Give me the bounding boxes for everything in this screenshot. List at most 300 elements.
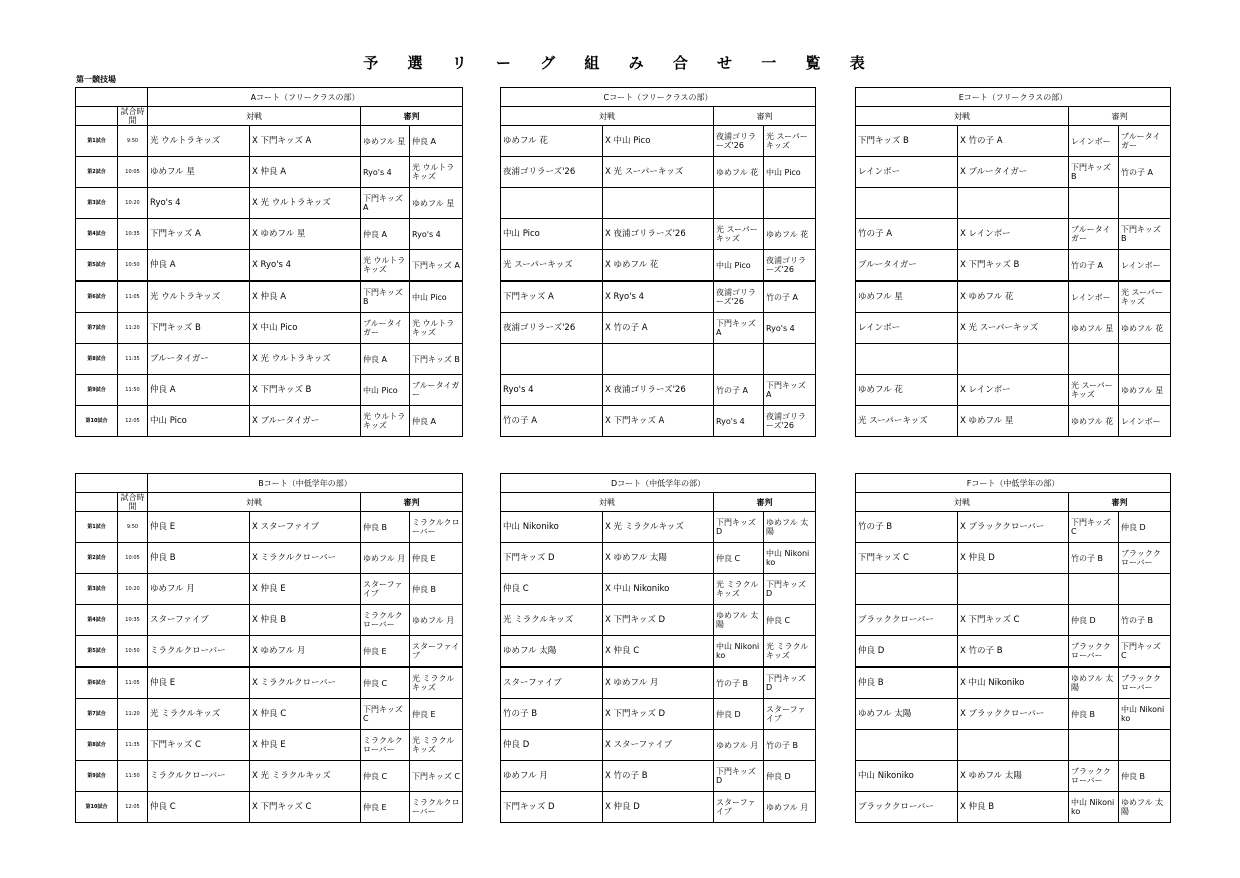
team-home: 下門キッズ B	[148, 313, 250, 344]
table-row	[76, 344, 463, 375]
team-home: 下門キッズ A	[148, 219, 250, 250]
referee-1: 仲良 A	[361, 344, 410, 375]
game-number: 第4試合	[76, 605, 118, 636]
referee-1: 中山 Nikoniko	[1069, 792, 1119, 823]
table-row	[856, 730, 1171, 761]
team-home: ブラッククローバー	[856, 792, 958, 823]
team-away: X 竹の子 B	[958, 636, 1069, 668]
court-table-f	[855, 473, 1171, 823]
team-away: X 仲良 C	[603, 636, 714, 668]
referee-2: 光 スーパーキッズ	[1119, 281, 1171, 313]
referee-2: 下門キッズ C	[1119, 636, 1171, 668]
team-away	[958, 344, 1069, 375]
referee-1: レインボー	[1069, 126, 1119, 157]
referee-2: 仲良 E	[410, 543, 463, 574]
team-away: X ブラッククローバー	[958, 699, 1069, 730]
team-home	[856, 730, 958, 761]
game-time: 10:20	[118, 574, 148, 605]
team-home: 仲良 E	[148, 512, 250, 543]
table-row	[856, 512, 1171, 543]
referee-1: ブルータイガー	[361, 313, 410, 344]
team-home: 竹の子 B	[501, 699, 603, 730]
referee-1: 仲良 E	[361, 792, 410, 823]
table-row	[501, 699, 816, 730]
team-home: ゆめフル 太陽	[856, 699, 958, 730]
referee-2: 中山 Pico	[764, 157, 816, 188]
team-home: ブラッククローバー	[856, 605, 958, 636]
referee-2: 光 ウルトラキッズ	[410, 157, 463, 188]
table-row	[856, 761, 1171, 792]
game-time: 10:35	[118, 219, 148, 250]
referee-1: Ryo's 4	[361, 157, 410, 188]
court-name: Dコート（中低学年の部）	[501, 474, 816, 493]
blank-cell	[76, 88, 148, 107]
referee-1: 仲良 C	[714, 543, 764, 574]
game-number: 第9試合	[76, 375, 118, 406]
referee-1	[1069, 344, 1119, 375]
team-away: X レインボー	[958, 219, 1069, 250]
referee-1: スターファイブ	[714, 792, 764, 823]
referee-1: ブルータイガー	[1069, 219, 1119, 250]
game-number: 第2試合	[76, 157, 118, 188]
referee-1: 仲良 A	[361, 219, 410, 250]
game-time: 11:50	[118, 761, 148, 792]
table-row	[76, 281, 463, 313]
game-time: 11:05	[118, 667, 148, 699]
referee-1: 仲良 E	[361, 636, 410, 668]
table-row	[76, 543, 463, 574]
team-home	[856, 188, 958, 219]
referee-2: 夜浦ゴリラーズ'26	[764, 406, 816, 437]
team-home: ゆめフル 月	[148, 574, 250, 605]
table-row	[501, 730, 816, 761]
court-table-a	[75, 87, 463, 437]
team-away: X 下門キッズ D	[603, 605, 714, 636]
table-row	[501, 512, 816, 543]
table-row	[856, 699, 1171, 730]
match-header: 対戦	[501, 493, 714, 512]
referee-2: 仲良 E	[410, 699, 463, 730]
referee-2: 光 スーパーキッズ	[764, 126, 816, 157]
team-away: X Ryo's 4	[603, 281, 714, 313]
referee-1: ゆめフル 月	[714, 730, 764, 761]
team-home: 竹の子 B	[856, 512, 958, 543]
referee-header: 審判	[361, 493, 463, 512]
referee-2: Ryo's 4	[410, 219, 463, 250]
game-time: 10:05	[118, 543, 148, 574]
team-home: 下門キッズ C	[856, 543, 958, 574]
team-home: ブルータイガー	[148, 344, 250, 375]
team-away: X 光 ウルトラキッズ	[250, 188, 361, 219]
game-number: 第3試合	[76, 574, 118, 605]
table-row	[501, 761, 816, 792]
team-home: ブルータイガー	[856, 250, 958, 282]
team-home: 仲良 A	[148, 375, 250, 406]
referee-1: 中山 Pico	[361, 375, 410, 406]
referee-1: ゆめフル 星	[1069, 313, 1119, 344]
court-name: Aコート（フリークラスの部）	[148, 88, 463, 107]
team-away	[603, 188, 714, 219]
blank-cell	[76, 107, 118, 126]
referee-1: ゆめフル 太陽	[714, 605, 764, 636]
referee-1: 光 スーパーキッズ	[714, 219, 764, 250]
referee-1	[714, 344, 764, 375]
game-number: 第1試合	[76, 126, 118, 157]
table-row	[501, 406, 816, 437]
table-row	[501, 344, 816, 375]
referee-1: 仲良 B	[361, 512, 410, 543]
team-home: ミラクルクローバー	[148, 761, 250, 792]
game-number: 第7試合	[76, 313, 118, 344]
referee-1: 仲良 D	[1069, 605, 1119, 636]
referee-2: ゆめフル 花	[764, 219, 816, 250]
team-home: 竹の子 A	[856, 219, 958, 250]
team-home: ゆめフル 星	[148, 157, 250, 188]
match-header: 対戦	[856, 493, 1069, 512]
table-row	[501, 543, 816, 574]
game-number: 第5試合	[76, 636, 118, 668]
team-away: X 仲良 B	[958, 792, 1069, 823]
team-home: スターファイブ	[148, 605, 250, 636]
referee-2: 仲良 B	[410, 574, 463, 605]
table-row	[501, 126, 816, 157]
table-row	[856, 543, 1171, 574]
referee-1: 仲良 C	[361, 667, 410, 699]
referee-2: ゆめフル 花	[1119, 313, 1171, 344]
team-away: X 竹の子 A	[958, 126, 1069, 157]
team-home: レインボー	[856, 157, 958, 188]
referee-1: ミラクルクローバー	[361, 730, 410, 761]
time-header: 試合時間	[118, 107, 148, 126]
table-row	[501, 792, 816, 823]
referee-2	[764, 188, 816, 219]
team-away: X 中山 Nikoniko	[958, 667, 1069, 699]
referee-2: ゆめフル 太陽	[764, 512, 816, 543]
referee-2: 下門キッズ D	[764, 574, 816, 605]
game-time: 10:05	[118, 157, 148, 188]
referee-1: ミラクルクローバー	[361, 605, 410, 636]
team-away: X 光 ウルトラキッズ	[250, 344, 361, 375]
table-row	[76, 730, 463, 761]
table-row	[856, 126, 1171, 157]
referee-1: 夜浦ゴリラーズ'26	[714, 281, 764, 313]
referee-1: ゆめフル 花	[1069, 406, 1119, 437]
team-home: ゆめフル 星	[856, 281, 958, 313]
referee-2: 下門キッズ C	[410, 761, 463, 792]
team-away: X 光 スーパーキッズ	[603, 157, 714, 188]
referee-1: 下門キッズ A	[714, 313, 764, 344]
table-row	[501, 667, 816, 699]
team-home: 下門キッズ D	[501, 543, 603, 574]
table-row	[856, 157, 1171, 188]
team-away: X 仲良 A	[250, 157, 361, 188]
table-row	[76, 250, 463, 282]
referee-1: 仲良 D	[714, 699, 764, 730]
table-row	[501, 219, 816, 250]
referee-1: 光 ミラクルキッズ	[714, 574, 764, 605]
team-home: 光 ウルトラキッズ	[148, 281, 250, 313]
team-home: 仲良 B	[148, 543, 250, 574]
team-away: X 下門キッズ B	[958, 250, 1069, 282]
table-row	[501, 188, 816, 219]
table-row	[856, 667, 1171, 699]
game-time: 12:05	[118, 406, 148, 437]
table-row	[76, 605, 463, 636]
match-header: 対戦	[501, 107, 714, 126]
table-row	[76, 792, 463, 823]
team-away	[958, 574, 1069, 605]
game-time: 10:20	[118, 188, 148, 219]
referee-1: 竹の子 A	[714, 375, 764, 406]
team-home	[501, 344, 603, 375]
table-row	[501, 574, 816, 605]
team-home: 仲良 C	[148, 792, 250, 823]
referee-2: 竹の子 A	[764, 281, 816, 313]
referee-2: 中山 Nikoniko	[1119, 699, 1171, 730]
team-away: X ブルータイガー	[958, 157, 1069, 188]
referee-2: ゆめフル 太陽	[1119, 792, 1171, 823]
referee-1: 下門キッズ C	[1069, 512, 1119, 543]
referee-1: 下門キッズ D	[714, 761, 764, 792]
team-home: ゆめフル 花	[501, 126, 603, 157]
table-row	[76, 667, 463, 699]
table-row	[501, 250, 816, 282]
table-row	[856, 219, 1171, 250]
game-number: 第6試合	[76, 667, 118, 699]
table-row	[856, 792, 1171, 823]
referee-2: ミラクルクローバー	[410, 512, 463, 543]
team-home: 光 スーパーキッズ	[501, 250, 603, 282]
game-time: 9:50	[118, 512, 148, 543]
game-time: 11:05	[118, 281, 148, 313]
referee-2: 光 ミラクルキッズ	[410, 730, 463, 761]
team-away: X スターファイブ	[603, 730, 714, 761]
table-row	[76, 188, 463, 219]
team-home	[856, 574, 958, 605]
referee-1: 下門キッズ D	[714, 512, 764, 543]
referee-1: 光 ウルトラキッズ	[361, 250, 410, 282]
match-header: 対戦	[856, 107, 1069, 126]
team-away: X ゆめフル 太陽	[603, 543, 714, 574]
game-number: 第2試合	[76, 543, 118, 574]
team-home: ミラクルクローバー	[148, 636, 250, 668]
team-home: 下門キッズ C	[148, 730, 250, 761]
game-number: 第10試合	[76, 792, 118, 823]
game-number: 第7試合	[76, 699, 118, 730]
referee-2: 竹の子 B	[764, 730, 816, 761]
court-name: Cコート（フリークラスの部）	[501, 88, 816, 107]
referee-1: ブラッククローバー	[1069, 761, 1119, 792]
team-home: 竹の子 A	[501, 406, 603, 437]
referee-2: 下門キッズ A	[410, 250, 463, 282]
team-away: X 下門キッズ D	[603, 699, 714, 730]
referee-header: 審判	[1069, 107, 1171, 126]
team-away: X 仲良 A	[250, 281, 361, 313]
team-away: X 仲良 C	[250, 699, 361, 730]
game-time: 10:50	[118, 250, 148, 282]
team-home: 光 スーパーキッズ	[856, 406, 958, 437]
table-row	[76, 375, 463, 406]
table-row	[501, 375, 816, 406]
court-table-b	[75, 473, 463, 823]
page-title: 予 選 リ ー グ 組 み 合 せ 一 覧 表	[363, 54, 877, 72]
referee-2: 下門キッズ B	[1119, 219, 1171, 250]
referee-header: 審判	[714, 493, 816, 512]
referee-2: 竹の子 B	[1119, 605, 1171, 636]
referee-1	[1069, 574, 1119, 605]
referee-1: 中山 Pico	[714, 250, 764, 282]
table-row	[856, 281, 1171, 313]
team-home: Ryo's 4	[501, 375, 603, 406]
referee-1	[714, 188, 764, 219]
team-away: X 仲良 E	[250, 574, 361, 605]
game-time: 11:35	[118, 730, 148, 761]
referee-header: 審判	[361, 107, 463, 126]
team-away: X 仲良 D	[603, 792, 714, 823]
referee-2: ゆめフル 星	[410, 188, 463, 219]
table-row	[856, 574, 1171, 605]
team-away: X 竹の子 A	[603, 313, 714, 344]
team-home: 光 ウルトラキッズ	[148, 126, 250, 157]
referee-2: 仲良 A	[410, 126, 463, 157]
team-away: X 仲良 D	[958, 543, 1069, 574]
game-time: 11:20	[118, 699, 148, 730]
table-row	[76, 313, 463, 344]
game-number: 第3試合	[76, 188, 118, 219]
blank-cell	[76, 474, 148, 493]
team-home: 中山 Nikoniko	[501, 512, 603, 543]
team-away: X スターファイブ	[250, 512, 361, 543]
table-row	[76, 574, 463, 605]
team-home: Ryo's 4	[148, 188, 250, 219]
referee-2	[764, 344, 816, 375]
referee-1	[1069, 730, 1119, 761]
referee-2: 仲良 A	[410, 406, 463, 437]
table-row	[856, 250, 1171, 282]
team-home: 光 ミラクルキッズ	[501, 605, 603, 636]
team-away: X 夜浦ゴリラーズ'26	[603, 219, 714, 250]
referee-2: 下門キッズ D	[764, 667, 816, 699]
court-name: Bコート（中低学年の部）	[148, 474, 463, 493]
team-home: ゆめフル 月	[501, 761, 603, 792]
referee-2: 仲良 C	[764, 605, 816, 636]
game-number: 第8試合	[76, 730, 118, 761]
team-away: X ゆめフル 太陽	[958, 761, 1069, 792]
team-away: X 下門キッズ A	[603, 406, 714, 437]
team-away: X ゆめフル 花	[603, 250, 714, 282]
table-row	[501, 313, 816, 344]
team-home	[501, 188, 603, 219]
venue-label: 第一競技場	[76, 75, 116, 84]
referee-1: 下門キッズ C	[361, 699, 410, 730]
referee-1: レインボー	[1069, 281, 1119, 313]
team-home: 夜浦ゴリラーズ'26	[501, 313, 603, 344]
game-time: 10:35	[118, 605, 148, 636]
referee-2: Ryo's 4	[764, 313, 816, 344]
table-row	[76, 636, 463, 668]
referee-2: 下門キッズ B	[410, 344, 463, 375]
referee-2: ブルータイガー	[410, 375, 463, 406]
referee-2: ブルータイガー	[1119, 126, 1171, 157]
referee-2: レインボー	[1119, 250, 1171, 282]
referee-2: スターファイブ	[764, 699, 816, 730]
table-row	[76, 219, 463, 250]
game-number: 第1試合	[76, 512, 118, 543]
referee-1: 夜浦ゴリラーズ'26	[714, 126, 764, 157]
table-row	[76, 406, 463, 437]
table-row	[76, 157, 463, 188]
table-row	[76, 126, 463, 157]
referee-1: ゆめフル 太陽	[1069, 667, 1119, 699]
team-home: 中山 Pico	[148, 406, 250, 437]
team-home: 中山 Nikoniko	[856, 761, 958, 792]
referee-2: ゆめフル 月	[764, 792, 816, 823]
referee-2	[1119, 344, 1171, 375]
referee-2: ブラッククローバー	[1119, 667, 1171, 699]
table-row	[856, 344, 1171, 375]
team-home: 下門キッズ D	[501, 792, 603, 823]
referee-1: スターファイブ	[361, 574, 410, 605]
team-away: X 夜浦ゴリラーズ'26	[603, 375, 714, 406]
table-row	[856, 313, 1171, 344]
team-home: ゆめフル 花	[856, 375, 958, 406]
table-row	[501, 281, 816, 313]
team-away: X ゆめフル 星	[958, 406, 1069, 437]
team-away: X ゆめフル 花	[958, 281, 1069, 313]
referee-1: 光 スーパーキッズ	[1069, 375, 1119, 406]
team-home: 仲良 C	[501, 574, 603, 605]
court-table-c	[500, 87, 816, 437]
team-away: X ゆめフル 月	[603, 667, 714, 699]
referee-1: 仲良 B	[1069, 699, 1119, 730]
referee-1: 光 ウルトラキッズ	[361, 406, 410, 437]
team-away	[958, 730, 1069, 761]
team-away	[603, 344, 714, 375]
game-time: 12:05	[118, 792, 148, 823]
referee-2: スターファイブ	[410, 636, 463, 668]
team-away	[958, 188, 1069, 219]
team-away: X ゆめフル 月	[250, 636, 361, 668]
referee-2	[1119, 730, 1171, 761]
table-row	[501, 636, 816, 668]
team-home: スターファイブ	[501, 667, 603, 699]
team-away: X レインボー	[958, 375, 1069, 406]
referee-2: 下門キッズ A	[764, 375, 816, 406]
team-away: X ミラクルクローバー	[250, 543, 361, 574]
game-number: 第8試合	[76, 344, 118, 375]
team-away: X 光 ミラクルキッズ	[603, 512, 714, 543]
court-name: Eコート（フリークラスの部）	[856, 88, 1171, 107]
referee-2: 光 ミラクルキッズ	[764, 636, 816, 668]
table-row	[76, 699, 463, 730]
referee-1: 竹の子 A	[1069, 250, 1119, 282]
team-home: 夜浦ゴリラーズ'26	[501, 157, 603, 188]
referee-2: 仲良 B	[1119, 761, 1171, 792]
court-name: Fコート（中低学年の部）	[856, 474, 1171, 493]
referee-2: 光 ミラクルキッズ	[410, 667, 463, 699]
team-away: X 下門キッズ C	[958, 605, 1069, 636]
team-away: X ブラッククローバー	[958, 512, 1069, 543]
referee-1: 竹の子 B	[1069, 543, 1119, 574]
game-time: 11:20	[118, 313, 148, 344]
team-home: 仲良 E	[148, 667, 250, 699]
table-row	[501, 157, 816, 188]
referee-2: ブラッククローバー	[1119, 543, 1171, 574]
referee-2: 竹の子 A	[1119, 157, 1171, 188]
team-away: X 光 スーパーキッズ	[958, 313, 1069, 344]
referee-1: ゆめフル 花	[714, 157, 764, 188]
table-row	[76, 761, 463, 792]
